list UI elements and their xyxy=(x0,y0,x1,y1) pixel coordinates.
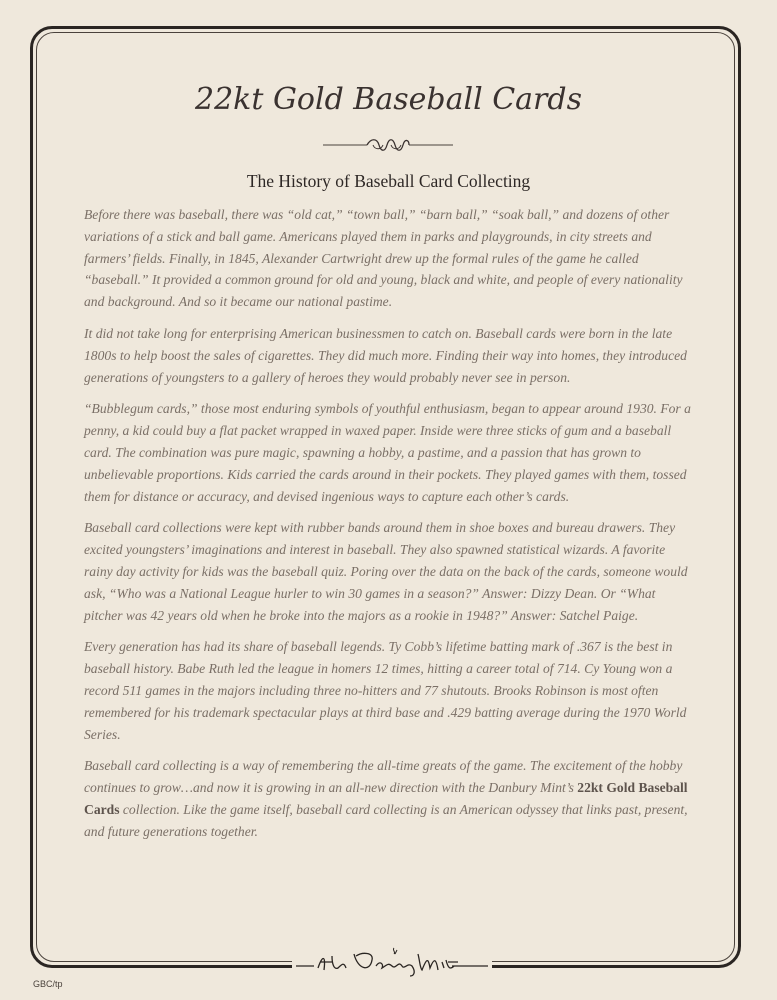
paragraph: Baseball card collections were kept with rubber bands around them in shoe boxes and bureau drawers. They excited youngsters’ imaginations and interest in baseball. They also spawned statistical wizards. A favorite rainy day activity for kids was the baseball quiz. Poring over the data on the back of the cards, someone would ask, “Who was a National League hurler to win 30 games in a season?” Answer: Dizzy Dean. Or “What pitcher was 42 years old when he broke into the majors as a rookie in 1948?” Answer: Satchel Paige. xyxy=(84,520,688,623)
body-text xyxy=(84,204,696,853)
flourish-ornament-icon xyxy=(323,134,453,156)
document-subtitle: The History of Baseball Card Collecting xyxy=(246,171,531,191)
danbury-mint-signature-logo xyxy=(292,942,492,978)
paragraph: “Bubblegum cards,” those most enduring symbols of youthful enthusiasm, began to appear around 1930. For a penny, a kid could buy a flat packet wrapped in waxed paper. Inside were three sticks of gum and a baseball card. The combination was pure magic, spawning a hobby, a pastime, and a passion that has grown to unbelievable proportions. Kids carried the cards around in their pockets. They played games with them, tossed them for distance or accuracy, and devised ingenious ways to capture each other’s cards. xyxy=(84,401,691,504)
product-name: 22kt Gold Baseball Cards xyxy=(84,780,688,817)
paragraph: Every generation has had its share of baseball legends. Ty Cobb’s lifetime batting mark of .367 is the best in baseball history. Babe Ruth led the league in homers 12 times, hitting a career total of 714. Cy Young won a record 511 games in the majors including three no-hitters and 77 shutouts. Brooks Robinson is most often remembered for his trademark spectacular plays at third base and .429 batting average during the 1970 World Series. xyxy=(84,639,687,742)
paragraph-last xyxy=(84,755,696,842)
paragraph-last-start: Baseball card collecting is a way of remembering the all-time greats of the game. The excitement of the hobby continues to grow…and now it is growing in an all-new direction with the Danbury Mint’s xyxy=(84,758,683,796)
document-title: 22kt Gold Baseball Cards xyxy=(195,82,582,117)
footer-code: GBC/tp xyxy=(33,979,63,989)
paragraph-last-end: collection. Like the game itself, baseball card collecting is an American odyssey that links past, present, and future generations together. xyxy=(84,801,688,839)
paragraph: It did not take long for enterprising American businessmen to catch on. Baseball cards were born in the late 1800s to help boost the sales of cigarettes. They did much more. Finding their way into homes, they introduced generations of youngsters to a gallery of heroes they would probably never see in person. xyxy=(84,325,687,385)
paragraph: Before there was baseball, there was “old cat,” “town ball,” “barn ball,” “soak ball,” and dozens of other variations of a stick and ball game. Americans played them in parks and playgrounds, in city streets and farmers’ fields. Finally, in 1845, Alexander Cartwright drew up the formal rules of the game he called “baseball.” It provided a common ground for old and young, black and white, and people of every nationality and background. And so it became our national pastime. xyxy=(84,207,683,310)
